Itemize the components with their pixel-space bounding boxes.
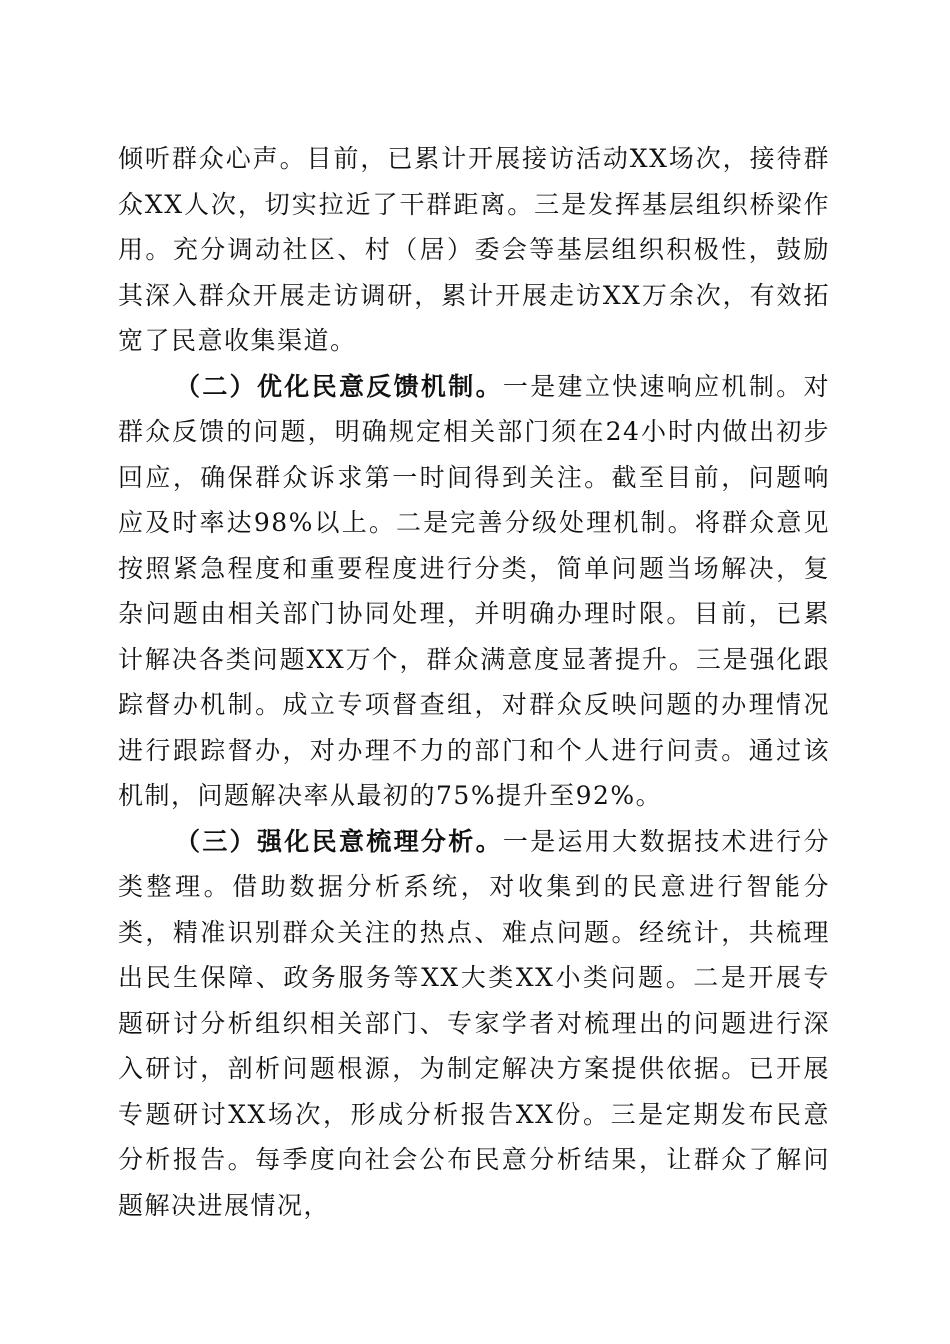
document-body: [118, 136, 830, 1228]
paragraph-analysis: [118, 819, 830, 1229]
paragraph-feedback-mechanism: [118, 364, 830, 819]
section-heading-3: （三）强化民意梳理分析。: [175, 826, 503, 856]
paragraph-continuation: [118, 136, 830, 364]
paragraph-text: 一是建立快速响应机制。对群众反馈的问题，明确规定相关部门须在24小时内做出初步回应，确保群众诉求第一时间得到关注。截至目前，问题响应及时率达98%以上。二是完善分级处理机制。将群众意见按照紧急程度和重要程度进行分类，简单问题当场解决，复杂问题由相关部门协同处理，并明确办理时限。目前，已累计解决各类问题XX万个，群众满意度显著提升。三是强化跟踪督办机制。成立专项督查组，对群众反映问题的办理情况进行跟踪督办，对办理不力的部门和个人进行问责。通过该机制，问题解决率从最初的75%提升至92%。: [118, 371, 830, 810]
section-heading-2: （二）优化民意反馈机制。: [175, 371, 503, 401]
paragraph-text: 倾听群众心声。目前，已累计开展接访活动XX场次，接待群众XX人次，切实拉近了干群距离。三是发挥基层组织桥梁作用。充分调动社区、村（居）委会等基层组织积极性，鼓励其深入群众开展走访调研，累计开展走访XX万余次，有效拓宽了民意收集渠道。: [118, 144, 830, 355]
paragraph-text: 一是运用大数据技术进行分类整理。借助数据分析系统，对收集到的民意进行智能分类，精准识别群众关注的热点、难点问题。经统计，共梳理出民生保障、政务服务等XX大类XX小类问题。二是开展专题研讨分析组织相关部门、专家学者对梳理出的问题进行深入研讨，剖析问题根源，为制定解决方案提供依据。已开展专题研讨XX场次，形成分析报告XX份。三是定期发布民意分析报告。每季度向社会公布民意分析结果，让群众了解问题解决进展情况，: [118, 826, 830, 1220]
